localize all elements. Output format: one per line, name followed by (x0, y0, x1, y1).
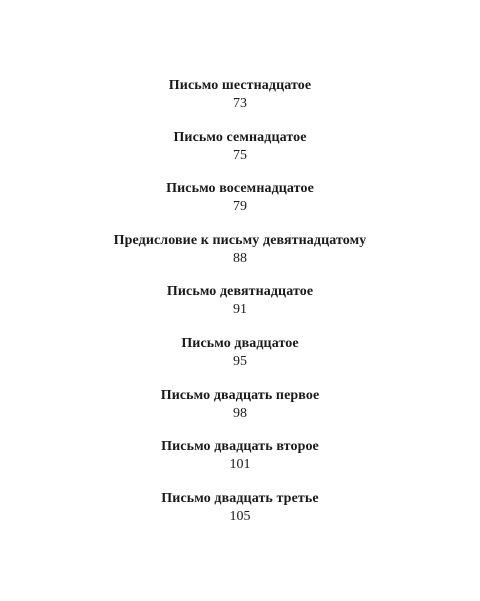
toc-entry[interactable] (166, 180, 314, 232)
toc-entry[interactable] (161, 438, 319, 490)
toc-entry[interactable] (169, 77, 311, 129)
toc-entry-title: Письмо шестнадцатое (168, 78, 312, 93)
toc-entry-page-number: 88 (233, 250, 247, 266)
toc-entry-page-number: 98 (233, 405, 247, 421)
toc-entry-page-number: 73 (232, 96, 247, 111)
toc-entry-title: Письмо двадцать первое (160, 387, 320, 403)
toc-entry-page-number: 75 (233, 147, 247, 163)
toc-entry-title: Письмо двадцать третье (161, 490, 319, 506)
toc-entry-title: Письмо семнадцатое (173, 129, 307, 145)
toc-entry-title: Письмо двадцатое (181, 335, 299, 351)
toc-entry[interactable] (181, 335, 298, 387)
toc-entry-page-number: 79 (232, 199, 247, 215)
toc-entry-title: Письмо восемнадцатое (166, 181, 314, 197)
toc-entry-page-number: 91 (233, 302, 247, 318)
toc-entry-page-number: 105 (229, 508, 251, 524)
toc-entry-title: Письмо двадцать второе (161, 439, 319, 455)
table-of-contents (0, 77, 480, 541)
toc-entry-page-number: 101 (229, 457, 251, 473)
toc-entry[interactable] (114, 232, 367, 284)
toc-entry[interactable] (167, 283, 313, 335)
toc-entry-title: Письмо девятнадцатое (166, 284, 314, 300)
toc-entry[interactable] (161, 490, 318, 542)
toc-entry-page-number: 95 (233, 353, 247, 369)
toc-entry[interactable] (173, 129, 306, 181)
toc-entry-title: Предисловие к письму девятнадцатому (113, 232, 367, 248)
toc-entry[interactable] (161, 387, 320, 439)
